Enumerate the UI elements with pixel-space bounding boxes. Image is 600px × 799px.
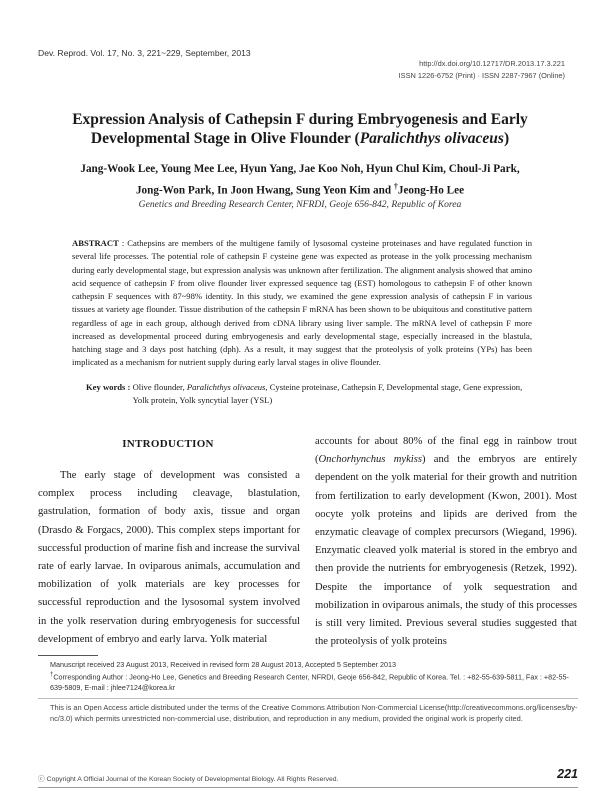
issn-line: ISSN 1226-6752 (Print) · ISSN 2287-7967 (Online): [398, 71, 565, 80]
abstract-text: : Cathepsins are members of the multigene family of lysosomal cysteine proteinases and have regulated function in several life processes. The potential role of cathepsin F cysteine gene was expected as protease in the yolk processing mechanism during early developmental stage, but expression analysis was unknown after fertilization. The alignment analysis showed that amino acid sequence of cathepsin F from olive flounder liver expressed sequence tag (EST) homologous to cathepsin F of other known cathepsin F sequences with 87~98% identity. In this study, we examined the gene expression analysis of cathepsin F in various tissues at variety age flounder. Tissue distribution of the cathepsin F mRNA has been shown to be ubiquitous and constitutive pattern regardless of age in each group, although derived from cDNA library using liver sample. The mRNA level of cathepsin F more increased as developmental proceed during embryogenesis and early developmental stage, especially increased in the blastula, hatching stage and 3 days post hatching (dph). As a result, it may suggest that the proteolysis of yolk proteins (YPs) has been implicated as a mechanism for nutrient supply during early larval stages in olive flounder.: [72, 238, 532, 368]
copyright-notice: ⓒ Copyright A Official Journal of the Korean Society of Developmental Biology. All Rights Reserved.: [38, 776, 339, 783]
title-species: Paralichthys olivaceus: [359, 130, 504, 147]
intro-right-text-b: ) and the embryos are entirely dependent on the yolk material for their growth and nutrition from fertilization to early development (Kwon, 2001). Most oocyte yolk proteins and lipids are derived from the enzymatic cleavage of complex precursors (Wiegand, 1996). Enzymatic cleaved yolk material is stored in the embryo and then provide the nutrients for embryogenesis (Retzek, 1992). Despite the importance of yolk sequestration and mobilization in oviparous animals, the study of this processes is still very limited. Previous several studies suggested that the proteolysis of yolk proteins: [315, 454, 578, 648]
paper-title: [40, 110, 560, 148]
title-line-2: [40, 129, 560, 148]
corresponding-dagger: †: [393, 182, 398, 191]
title-line-2-close: ): [503, 130, 510, 147]
affiliation: Genetics and Breeding Research Center, NFRDI, Geoje 656-842, Republic of Korea: [138, 199, 462, 210]
intro-right-text-a: accounts for about 80% of the final egg in rainbow trout (: [315, 436, 577, 466]
footnote-dagger: †: [50, 672, 54, 678]
body-column-left: [38, 467, 300, 649]
author-list: [40, 160, 560, 200]
license-rule: [38, 698, 578, 699]
authors-line-1: Jang-Wook Lee, Young Mee Lee, Hyun Yang, Jae Koo Noh, Hyun Chul Kim, Choul-Ji Park,: [80, 163, 520, 175]
keywords-text-a: Olive flounder,: [132, 382, 187, 392]
footer-rule: [38, 787, 578, 788]
keywords-text: [133, 381, 532, 408]
abstract-label: ABSTRACT: [72, 238, 119, 248]
body-column-right: [315, 433, 577, 651]
title-line-2-text: Developmental Stage in Olive Flounder (: [90, 130, 360, 147]
authors-line-2: [40, 178, 560, 200]
section-heading-introduction: INTRODUCTION: [122, 438, 214, 450]
footnote-rule: [38, 655, 98, 656]
keywords-label: [86, 381, 133, 408]
corresponding-author: Jeong-Ho Lee: [397, 184, 465, 197]
intro-paragraph-1: The early stage of development was consisted a complex process including cleavage, blastulation, gastrulation, formation of body axis, tissue and organ (Drasdo & Forgacs, 2000). This complex steps important for successful production of marine fish and increase the survival rate of early larvae. In oviparous animals, accumulation and mobilization of yolk materials are key processes for successful reproduction and the lysosomal system involved in the yolk reservation during embryogenesis for successful development of embryo and early larva. Yolk material: [38, 470, 300, 645]
page-number: 221: [557, 767, 578, 781]
journal-citation: Dev. Reprod. Vol. 17, No. 3, 221~229, September, 2013: [38, 48, 251, 58]
keywords-separator: :: [125, 382, 133, 392]
manuscript-dates: Manuscript received 23 August 2013, Received in revised form 28 August 2013, Accepted 5 September 2013: [50, 660, 397, 669]
title-line-1: Expression Analysis of Cathepsin F during Embryogenesis and Early: [72, 111, 528, 128]
keywords-species: Paralichthys olivaceus: [186, 382, 266, 392]
keywords-label-text: Key words: [86, 382, 126, 392]
corresponding-author-details: Corresponding Author : Jeong-Ho Lee, Genetics and Breeding Research Center, NFRDI, Geoje 656-842, Republic of Korea. Tel. : +82-55-639-5811, Fax : +82-55-639-5809, E-mail : jhlee7124@korea.kr: [50, 672, 569, 692]
abstract: [72, 237, 532, 370]
authors-line-2-text: Jong-Won Park, In Joon Hwang, Sung Yeon Kim and: [135, 184, 394, 197]
keywords: [72, 381, 532, 408]
keywords-text-b: , Cysteine proteinase, Cathepsin F, Developmental stage, Gene expression, Yolk protein, Yolk syncytial layer (YSL): [132, 382, 523, 406]
doi-link[interactable]: http://dx.doi.org/10.12717/DR.2013.17.3.221: [419, 59, 565, 68]
intro-right-species: Onchorhynchus mykiss: [318, 454, 422, 466]
open-access-license: This is an Open Access article distributed under the terms of the Creative Commons Attribution Non-Commercial License(http://creativecommons.org/licenses/by-nc/3.0) which permits unrestricted non-commercial use, distribution, and reproduction in any medium, provided the original work is properly cited.: [50, 703, 578, 723]
corresponding-author-note: [50, 670, 580, 693]
